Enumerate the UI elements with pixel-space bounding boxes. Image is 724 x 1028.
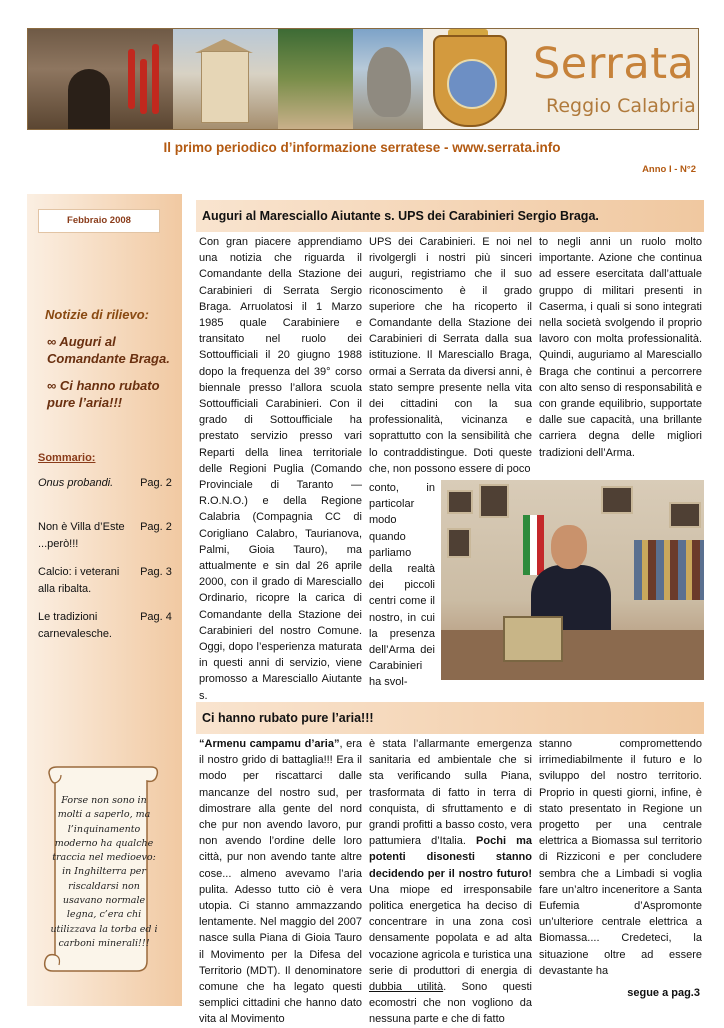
sommario-page: Pag. 2	[140, 477, 172, 489]
issue-number: Anno I - N°2	[642, 164, 696, 175]
sommario-page: Pag. 4	[140, 611, 172, 623]
sommario-label: Calcio: i veterani alla ribalta.	[38, 566, 120, 595]
sommario-label: Non è Villa d’Este ...però!!!	[38, 521, 125, 550]
statue-photo	[278, 29, 353, 129]
article2-col2-text-b: Una miope ed irresponsabile politica energetica ha deciso di concentrare in una zona così densamente popolata e ad alta vocazione agricola e turistica una serie di produttori di energia di	[369, 883, 532, 977]
article1-col3: to negli anni un ruolo molto importante. Azione che continua ad essere esercitata dall’attuale gruppo di militari presenti in Caserma, i quali si sono integrati nella società svolgendo il proprio lavoro con molta professionalità. Quindi, auguriamo al Maresciallo Braga che continui a percorrere con alto senso di responsabilità e con grande equilibrio, supportate dalle sue capacità, una brillante carriera degna delle migliori tradizioni dell’Arma.	[539, 236, 702, 459]
article2-quote: “Armenu campamu d’aria”	[199, 738, 340, 750]
article1-col2a: UPS dei Carabinieri. E noi nel rivolgergli i nostri più sinceri auguri, registriamo che il suo riconoscimento è il grado superiore che ha ricoperto il Comandante della Stazione dei Carabinieri di Serrata dalla sua istituzione. Il Maresciallo Braga, ormai a Serrata da diversi anni, è stato sempre presente nella vita dei cittadini con la sua professionalità, vicinanza e soprattutto con la sensibilità che lo contraddistingue. Doti queste che, non possono essere di poco	[369, 236, 532, 475]
article2-col2-text-a: è stata l’allarmante emergenza sanitaria ed ambientale che si sta verificando sulla Piana, trasformata di fatto in terra di conquista, di sfruttamento e di grandi profitti a basso costo, vera pattumiera d’Italia.	[369, 738, 532, 848]
article2-col3: stanno compromettendo irrimediabilmente il futuro e lo sviluppo del nostro territorio. Proprio in questi giorni, infine, è stato presentato in Regione un progetto per una centrale elettrica a Biomassa sul territorio di Rizziconi e per concludere sembra che a Limbadi si voglia fare un’altro inceneritore a Santa Eufemia d’Aspromonte un’ulteriore centrale elettrica a Biomassa.... Credeteci, la situazione oltre ad essere devastante ha	[539, 738, 702, 977]
header-banner	[27, 28, 699, 130]
sommario-row[interactable]	[38, 564, 178, 598]
sommario-row[interactable]	[38, 609, 178, 643]
sommario-page: Pag. 3	[140, 566, 172, 578]
article2-headline: Ci hanno rubato pure l’aria!!!	[196, 702, 704, 734]
brand-name: Serrata	[533, 39, 695, 89]
notizia-item[interactable]: ∞ Auguri al Comandante Braga.	[47, 334, 170, 366]
maresciallo-photo	[441, 480, 704, 680]
article1-col2b: conto, in particolar modo quando parliamo della realtà dei piccoli centri come il nostro, in cui la presenza dell’Arma dei Carabinieri ha svol-	[369, 482, 435, 689]
brand-region: Reggio Calabria	[546, 95, 696, 117]
notizia-item[interactable]: ∞ Ci hanno rubato pure l’aria!!!	[47, 378, 160, 410]
sommario-row[interactable]	[38, 475, 178, 492]
issue-date: Febbraio 2008	[38, 209, 160, 233]
article2-col1	[199, 736, 362, 1028]
sidebar-quote: Forse non sono in molti a saperlo, ma l’inquinamento moderno ha qualche traccia nel medioevo: in Inghilterra per riscaldarsi non usavano normale legna, c’era chi utilizzava la torba ed i carboni minerali!!!	[50, 795, 158, 949]
rock-photo	[353, 29, 423, 129]
sommario-label: Onus probandi.	[38, 477, 114, 489]
continue-link[interactable]: segue a pag.3	[627, 987, 700, 999]
dubbia-utilita-link[interactable]: dubbia utilità	[369, 981, 444, 994]
village-arch-photo	[28, 29, 173, 129]
article2-col2-bold: Pochi ma potenti disonesti stanno decidendo per il nostro futuro!	[369, 835, 532, 880]
sommario-page: Pag. 2	[140, 521, 172, 533]
sommario-row[interactable]	[38, 519, 178, 553]
notizie-title: Notizie di rilievo:	[45, 307, 150, 322]
tagline: Il primo periodico d’informazione serratese - www.serrata.info	[163, 140, 561, 155]
sommario-title: Sommario:	[38, 452, 96, 464]
church-photo	[173, 29, 278, 129]
town-crest-icon	[433, 35, 507, 127]
article2-col2	[369, 736, 532, 1028]
article1-headline: Auguri al Maresciallo Aiutante s. UPS dei Carabinieri Sergio Braga.	[196, 200, 704, 232]
article2-col2-text-c: . Sono questi ecomostri che non vogliono da nessuna parte e che di fatto	[369, 981, 532, 1026]
sommario-label: Le tradizioni carnevalesche.	[38, 611, 112, 640]
article2-col1-text: , era il nostro grido di battaglia!!! Era il modo per riscattarci dalle mancanze del nostro sud, per dimostrare alla gente del nord che pur non avendo lavoro, pur non avendo l’ordine delle loro città, pur non avendo tante altre cose... almeno avevamo l’aria pulita. Adesso tutto ciò è vera utopia. Ci stanno ammazzando lentamente. Nel maggio del 2007 nasce sulla Piana di Gioia Tauro il Movimento per la Difesa del Territorio (MDT). Il denominatore comune che ha legato questi semplici cittadini che hanno dato vita al Movimento	[199, 738, 363, 1026]
article1-col1: Con gran piacere apprendiamo una notizia che riguarda il Comandante della Stazione dei Carabinieri di Serrata Sergio Braga. Arruolatosi il 1 Marzo 1985 quale Carabiniere e transitato nel ruolo dei Sottoufficiali il 20 giugno 1988 dopo la frequenza del 39° corso biennale presso l’allora scuola Sottoufficiali Carabinieri. Con il grado di Sottoufficiale ha prestato servizio presso vari Reparti della linea territoriale delle Regioni Puglia (Comando Provinciale di Taranto — R.O.N.O.) e della Regione Calabria (Compagnia CC di Corigliano Calabro, Taurianova, Palmi, Gioia Tauro), ma attualmente e sin dal 26 aprile 2000, con il grado di Maresciallo Ordinario, ricopre la carica di Comandante della Stazione dei Carabinieri del nostro Comune. Oggi, dopo l’esperienza maturata in questi anni di servizio, viene promosso a Maresciallo Aiutante s.	[199, 236, 362, 702]
